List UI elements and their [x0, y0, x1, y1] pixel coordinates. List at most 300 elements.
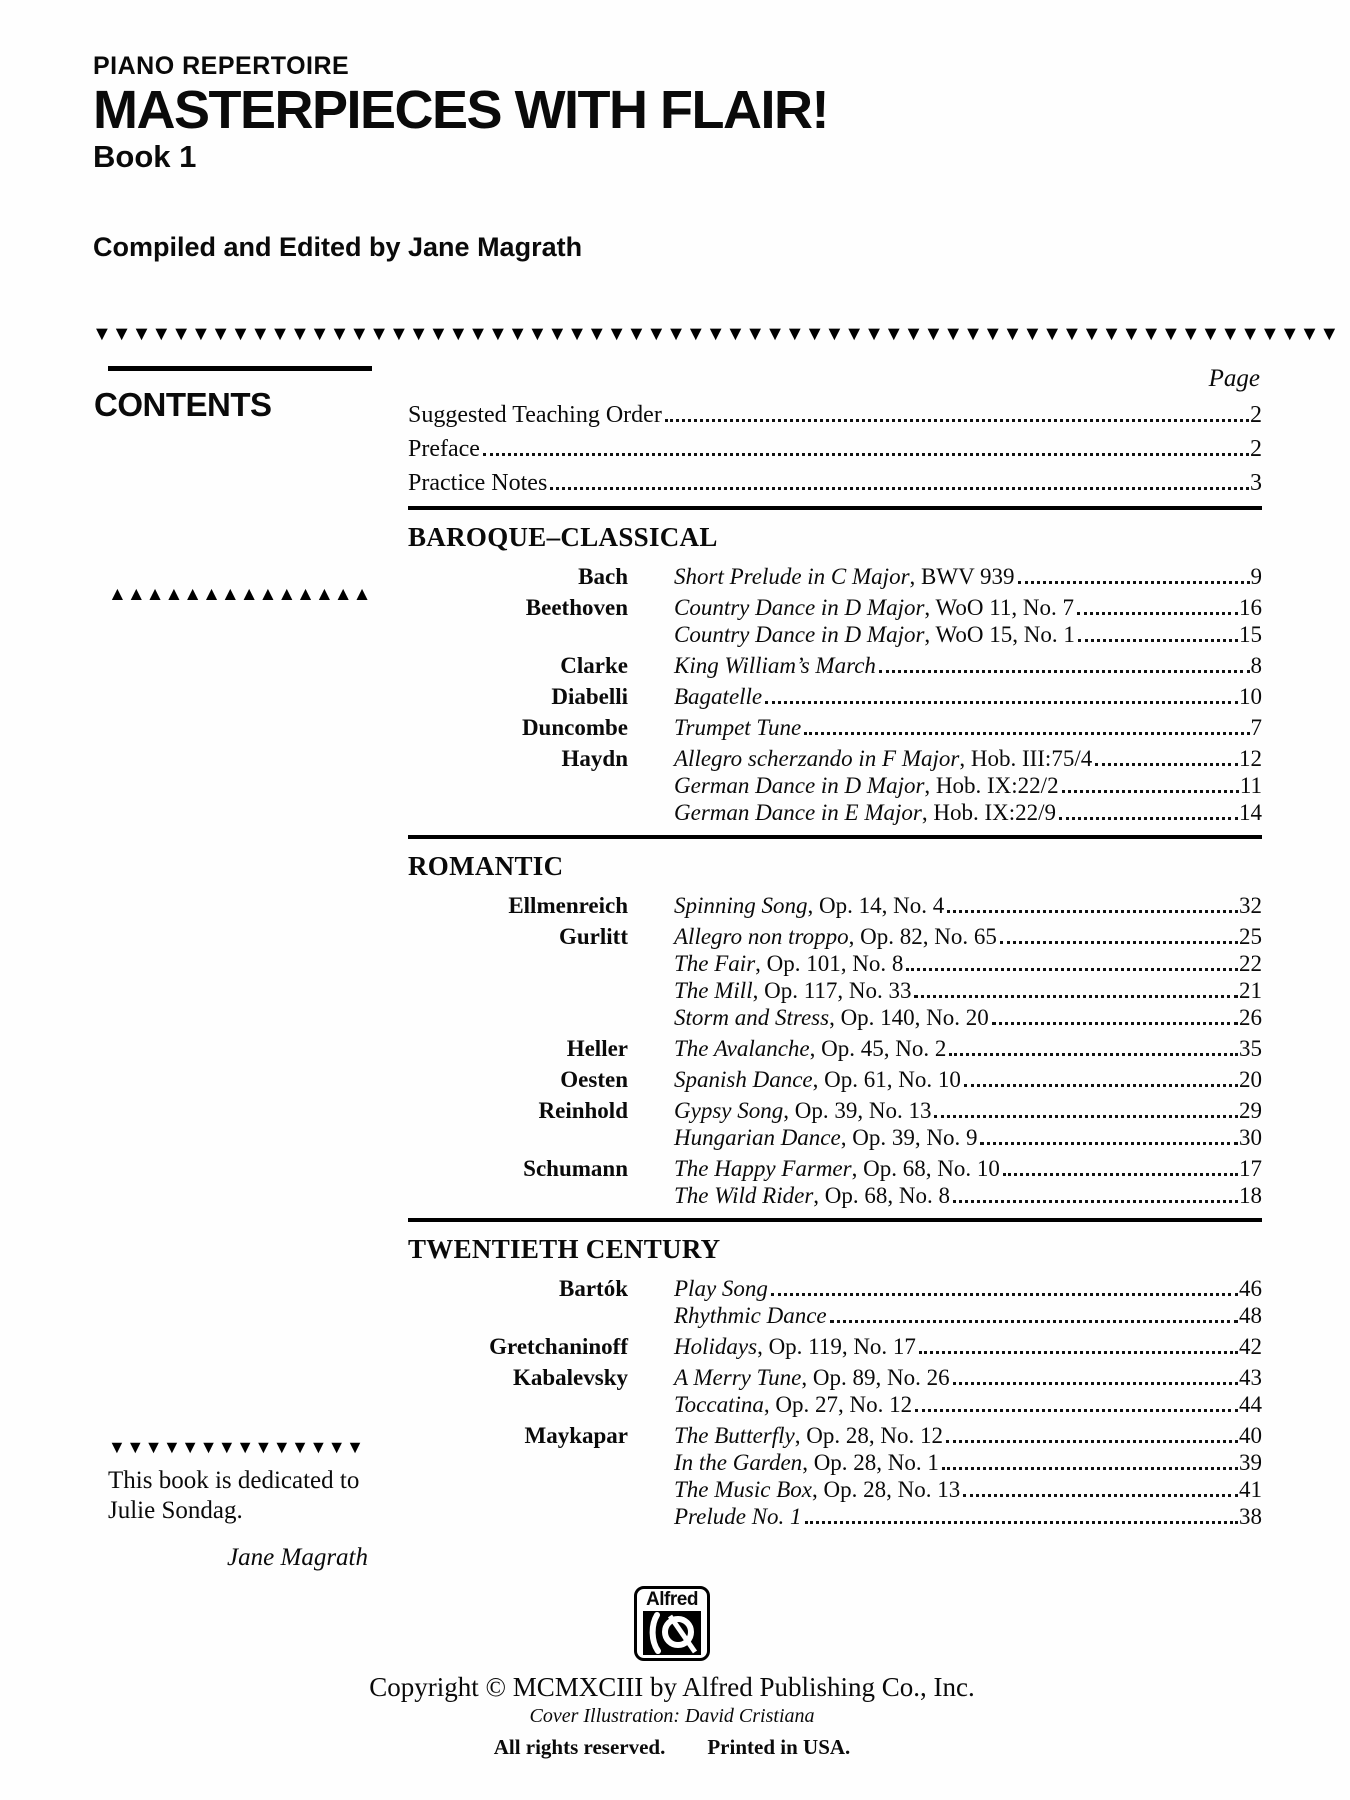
sections [408, 506, 1262, 1529]
entry-title: Prelude No. 1 [674, 1504, 802, 1529]
dotted-leader [953, 1200, 1238, 1203]
triangle-icon: ▼ [1121, 323, 1142, 345]
dotted-leader [805, 1521, 1238, 1524]
entry-title: The Music Box [674, 1477, 812, 1502]
triangle-icon: ▼ [1240, 323, 1261, 345]
entry-title-detail: , Op. 28, No. 13 [811, 1477, 961, 1502]
triangle-icon: ▼ [1319, 323, 1340, 345]
triangle-icon: ▼ [804, 323, 825, 345]
entry-title-detail: , Op. 45, No. 2 [809, 1036, 947, 1061]
triangle-ornament-row-top [92, 323, 1340, 345]
entry-composer: Beethoven [525, 595, 628, 620]
entry-composer: Diabelli [551, 684, 628, 709]
toc-entry-row [408, 746, 1262, 771]
front-matter-title: Suggested Teaching Order [408, 402, 662, 428]
entry-title: The Fair [674, 951, 756, 976]
triangle-icon: ▼ [824, 323, 845, 345]
triangle-icon: ▼ [844, 323, 865, 345]
front-matter-page-number: 2 [1250, 436, 1262, 462]
entry-title: The Butterfly [674, 1423, 795, 1448]
section-entries [408, 893, 1262, 1208]
entry-title-detail: , Hob. III:75/4 [959, 746, 1093, 771]
entry-page-number: 12 [1239, 746, 1262, 771]
toc-entry-row [408, 1036, 1262, 1061]
triangle-icon: ▼ [349, 323, 370, 345]
entry-title-group [674, 1365, 950, 1390]
dotted-leader [483, 453, 1249, 456]
entry-title-group [674, 622, 1075, 647]
toc-entry-row [408, 924, 1262, 949]
entry-page-number: 48 [1239, 1303, 1262, 1328]
dotted-leader [1077, 612, 1238, 615]
dotted-leader [1078, 639, 1238, 642]
triangle-icon: ▼ [131, 323, 152, 345]
triangle-icon: ▼ [567, 323, 587, 345]
entry-title-detail: , Op. 82, No. 65 [848, 924, 997, 949]
triangle-icon: ▼ [1161, 323, 1181, 345]
triangle-icon: ▼ [745, 323, 766, 345]
triangle-icon: ▼ [448, 323, 469, 345]
entry-title-group [674, 653, 876, 678]
entry-title-detail: , Op. 28, No. 12 [794, 1423, 943, 1448]
triangle-icon: ▼ [1081, 323, 1102, 345]
entry-title-detail: , Op. 119, No. 17 [757, 1334, 916, 1359]
triangle-icon: ▼ [1101, 323, 1122, 345]
triangle-icon: ▲ [202, 584, 221, 605]
entry-page-number: 18 [1239, 1183, 1262, 1208]
triangle-icon: ▼ [1180, 323, 1201, 345]
entry-title: Short Prelude in C Major [674, 564, 910, 589]
triangle-icon: ▼ [1260, 323, 1280, 345]
entry-composer: Haydn [561, 746, 628, 771]
entry-title-detail: , Op. 140, No. 20 [829, 1005, 989, 1030]
triangle-icon: ▼ [1200, 323, 1221, 345]
entry-title-group [674, 746, 1092, 771]
dotted-leader [804, 732, 1249, 735]
entry-page-number: 29 [1239, 1098, 1262, 1123]
front-matter-row [408, 470, 1262, 496]
contents-column [408, 364, 1262, 1531]
entry-page-number: 41 [1239, 1477, 1262, 1502]
entry-page-number: 46 [1239, 1276, 1262, 1301]
triangle-icon: ▲ [352, 584, 372, 605]
triangle-icon: ▲ [258, 584, 278, 605]
entry-page-number: 25 [1239, 924, 1262, 949]
entry-page-number: 8 [1250, 653, 1262, 678]
entry-title: Play Song [674, 1276, 768, 1301]
editor-byline: Compiled and Edited by Jane Magrath [93, 232, 583, 262]
triangle-icon: ▼ [487, 323, 508, 345]
entry-page-number: 20 [1239, 1067, 1262, 1092]
toc-entry-row [408, 1067, 1262, 1092]
toc-entry-row [408, 564, 1262, 589]
triangle-icon: ▲ [314, 584, 334, 605]
triangle-icon: ▼ [606, 323, 627, 345]
triangle-icon: ▲ [296, 584, 315, 605]
entry-page-number: 9 [1250, 564, 1262, 589]
dotted-leader [665, 419, 1249, 422]
triangle-icon: ▼ [151, 323, 172, 345]
section-entries [408, 564, 1262, 825]
toc-entry-row [408, 893, 1262, 918]
triangle-icon: ▼ [408, 323, 429, 345]
entry-title-group [674, 1036, 946, 1061]
book-title: MASTERPIECES WITH FLAIR! [93, 80, 828, 140]
entry-title: Gypsy Song [674, 1098, 784, 1123]
front-matter-row [408, 436, 1262, 462]
dotted-leader [765, 701, 1238, 704]
entry-title-group [674, 1156, 1000, 1181]
triangle-icon: ▲ [183, 584, 203, 605]
entry-title: The Avalanche [674, 1036, 810, 1061]
book-header [93, 52, 828, 175]
triangle-icon: ▲ [220, 584, 240, 605]
entry-page-number: 21 [1239, 978, 1262, 1003]
entry-title-detail: , Op. 39, No. 9 [840, 1125, 978, 1150]
entry-title-group [674, 1450, 939, 1475]
page-column-label: Page [1208, 365, 1260, 392]
dotted-leader [953, 1382, 1238, 1385]
triangle-ornament-row-dedication [108, 1438, 364, 1456]
triangle-icon: ▼ [646, 323, 667, 345]
entry-title: King William’s March [674, 653, 876, 678]
dotted-leader [992, 1022, 1238, 1025]
toc-entry-row [408, 978, 1262, 1003]
triangle-icon: ▼ [765, 323, 785, 345]
toc-entry-row [408, 595, 1262, 620]
triangle-icon: ▼ [1022, 323, 1043, 345]
triangle-icon: ▼ [883, 323, 904, 345]
entry-title-group [674, 924, 997, 949]
entry-page-number: 16 [1239, 595, 1262, 620]
toc-entry-row [408, 1423, 1262, 1448]
entry-title-detail: , Op. 68, No. 8 [813, 1183, 951, 1208]
triangle-icon: ▼ [217, 1437, 236, 1457]
entry-title-detail: , Op. 101, No. 8 [755, 951, 904, 976]
dedication-line-1: This book is dedicated to [108, 1467, 360, 1494]
triangle-icon: ▲ [145, 584, 165, 605]
toc-entry-row [408, 1450, 1262, 1475]
entry-page-number: 26 [1239, 1005, 1262, 1030]
triangle-icon: ▼ [685, 323, 706, 345]
triangle-icon: ▼ [270, 323, 290, 345]
dotted-leader [771, 1293, 1238, 1296]
dotted-leader [830, 1320, 1238, 1323]
entry-title-group [674, 715, 801, 740]
triangle-icon: ▼ [171, 323, 191, 345]
front-matter-title: Practice Notes [408, 470, 548, 496]
front-matter-list [408, 402, 1262, 496]
entry-page-number: 14 [1239, 800, 1262, 825]
entry-title-group [674, 1477, 960, 1502]
entry-title-group [674, 1067, 961, 1092]
entry-page-number: 11 [1239, 773, 1262, 798]
entry-title-group [674, 564, 1015, 589]
dotted-leader [949, 1053, 1238, 1056]
rights-reserved: All rights reserved. [493, 1735, 666, 1759]
triangle-icon: ▼ [1141, 323, 1162, 345]
triangle-icon: ▼ [1220, 323, 1241, 345]
dotted-leader [1059, 817, 1238, 820]
entry-title: Holidays [674, 1334, 758, 1359]
entry-title: In the Garden [674, 1450, 803, 1475]
triangle-icon: ▼ [1062, 323, 1082, 345]
toc-section [408, 1218, 1262, 1529]
entry-title: Country Dance in D Major [674, 595, 925, 620]
entry-title: Allegro scherzando in F Major [674, 746, 960, 771]
front-matter-page-number: 3 [1250, 470, 1262, 496]
triangle-icon: ▼ [254, 1437, 273, 1457]
triangle-icon: ▼ [527, 323, 548, 345]
entry-title-group [674, 1423, 943, 1448]
entry-composer: Heller [566, 1036, 628, 1061]
entry-composer: Maykapar [524, 1423, 628, 1448]
section-heading: ROMANTIC [408, 851, 564, 881]
entry-title-detail: , Op. 39, No. 13 [783, 1098, 932, 1123]
entry-title-group [674, 951, 903, 976]
entry-title: Rhythmic Dance [674, 1303, 827, 1328]
entry-title: Toccatina [674, 1392, 764, 1417]
triangle-icon: ▼ [236, 1437, 255, 1457]
cover-illustration-credit: Cover Illustration: David Cristiana [529, 1705, 815, 1727]
dotted-leader [1018, 581, 1250, 584]
triangle-icon: ▼ [468, 323, 488, 345]
entry-title-group [674, 1303, 827, 1328]
dotted-leader [1003, 1173, 1238, 1176]
series-title: PIANO REPERTOIRE [93, 52, 350, 80]
dotted-leader [946, 1440, 1238, 1443]
triangle-icon: ▼ [943, 323, 964, 345]
triangle-icon: ▼ [327, 1437, 346, 1457]
toc-section [408, 506, 1262, 825]
entry-title-detail: , WoO 15, No. 1 [924, 622, 1075, 647]
entry-title-group [674, 978, 911, 1003]
rights-line [0, 1734, 1344, 1760]
triangle-icon: ▲ [164, 584, 184, 605]
entry-title-group [674, 1183, 950, 1208]
entry-title-detail: , Op. 117, No. 33 [752, 978, 912, 1003]
contents-underline [108, 366, 372, 371]
dotted-leader [1095, 763, 1238, 766]
triangle-icon: ▼ [346, 1437, 364, 1457]
entry-page-number: 15 [1239, 622, 1262, 647]
triangle-icon: ▼ [210, 323, 231, 345]
entry-composer: Bach [578, 564, 628, 589]
entry-composer: Clarke [560, 653, 628, 678]
toc-entry-row [408, 1392, 1262, 1417]
toc-entry-row [408, 1334, 1262, 1359]
triangle-icon: ▼ [982, 323, 1003, 345]
entry-page-number: 7 [1250, 715, 1262, 740]
dotted-leader [934, 1115, 1238, 1118]
toc-entry-row [408, 653, 1262, 678]
triangle-icon: ▼ [903, 323, 924, 345]
triangle-icon: ▼ [92, 323, 112, 345]
entry-title-detail: , Op. 68, No. 10 [851, 1156, 1000, 1181]
entry-title-group [674, 893, 944, 918]
dotted-leader [914, 995, 1238, 998]
entry-title-group [674, 595, 1074, 620]
triangle-icon: ▼ [1042, 323, 1063, 345]
toc-entry-row [408, 1183, 1262, 1208]
entry-page-number: 43 [1239, 1365, 1262, 1390]
triangle-icon: ▼ [963, 323, 983, 345]
entry-title: Hungarian Dance [674, 1125, 841, 1150]
triangle-icon: ▼ [289, 323, 310, 345]
entry-title-group [674, 1392, 912, 1417]
triangle-icon: ▼ [586, 323, 607, 345]
dotted-leader [915, 1409, 1238, 1412]
entry-page-number: 44 [1239, 1392, 1262, 1417]
triangle-icon: ▼ [126, 1437, 145, 1457]
entry-title: Allegro non troppo [674, 924, 849, 949]
toc-entry-row [408, 1303, 1262, 1328]
triangle-icon: ▼ [1002, 323, 1023, 345]
entry-title-detail: , Op. 27, No. 12 [763, 1392, 913, 1417]
entry-title: German Dance in E Major [674, 800, 922, 825]
triangle-icon: ▼ [626, 323, 647, 345]
triangle-icon: ▲ [239, 584, 259, 605]
entry-title-group [674, 1334, 916, 1359]
toc-entry-row [408, 622, 1262, 647]
entry-title-detail: , WoO 11, No. 7 [924, 595, 1074, 620]
dedication-line-2: Julie Sondag. [108, 1497, 243, 1524]
toc-entry-row [408, 684, 1262, 709]
entry-title: The Happy Farmer [674, 1156, 852, 1181]
entry-page-number: 10 [1239, 684, 1262, 709]
entry-page-number: 39 [1239, 1450, 1262, 1475]
entry-title: A Merry Tune [674, 1365, 802, 1390]
entry-title-group [674, 1005, 989, 1030]
toc-entry-row [408, 1504, 1262, 1529]
triangle-icon: ▼ [108, 1437, 126, 1457]
entry-title: The Wild Rider [674, 1183, 814, 1208]
contents-heading: CONTENTS [94, 386, 272, 423]
entry-title-group [674, 1098, 931, 1123]
entry-title-detail: , BWV 939 [909, 564, 1015, 589]
entry-composer: Oesten [560, 1067, 628, 1092]
copyright-line: Copyright © MCMXCIII by Alfred Publishing Co., Inc. [369, 1672, 975, 1702]
triangle-icon: ▼ [725, 323, 746, 345]
entry-title-detail: , Op. 61, No. 10 [812, 1067, 961, 1092]
dotted-leader [879, 670, 1250, 673]
triangle-icon: ▼ [111, 323, 132, 345]
toc-entry-row [408, 1005, 1262, 1030]
triangle-icon: ▼ [784, 323, 805, 345]
dedication-signature: Jane Magrath [227, 1544, 368, 1571]
triangle-icon: ▼ [1299, 323, 1320, 345]
triangle-icon: ▼ [329, 323, 350, 345]
entry-composer: Gurlitt [559, 924, 628, 949]
entry-page-number: 22 [1239, 951, 1262, 976]
triangle-icon: ▼ [705, 323, 726, 345]
triangle-icon: ▼ [388, 323, 409, 345]
entry-title-group [674, 684, 762, 709]
entry-composer: Reinhold [538, 1098, 628, 1123]
entry-page-number: 42 [1239, 1334, 1262, 1359]
triangle-icon: ▼ [507, 323, 528, 345]
entry-title-detail: , Op. 14, No. 4 [807, 893, 945, 918]
triangle-icon: ▼ [666, 323, 686, 345]
printed-in: Printed in USA. [707, 1735, 851, 1759]
entry-title-group [674, 1504, 802, 1529]
triangle-icon: ▼ [190, 323, 211, 345]
entry-composer: Gretchaninoff [489, 1334, 628, 1359]
toc-entry-row [408, 1098, 1262, 1123]
alfred-logo-mark-icon [640, 1611, 704, 1655]
entry-page-number: 32 [1239, 893, 1262, 918]
dotted-leader [964, 1084, 1238, 1087]
triangle-icon: ▼ [369, 323, 389, 345]
triangle-icon: ▲ [277, 584, 297, 605]
toc-entry-row [408, 800, 1262, 825]
dotted-leader [919, 1351, 1238, 1354]
front-matter-page-number: 2 [1250, 402, 1262, 428]
triangle-icon: ▼ [291, 1437, 309, 1457]
toc-entry-row [408, 1125, 1262, 1150]
entry-composer: Kabalevsky [512, 1365, 628, 1390]
dotted-leader [550, 487, 1249, 490]
toc-entry-row [408, 773, 1262, 798]
entry-title-group [674, 1276, 768, 1301]
triangle-icon: ▼ [199, 1437, 218, 1457]
entry-title: Storm and Stress [674, 1005, 830, 1030]
entry-title: Spanish Dance [674, 1067, 813, 1092]
triangle-icon: ▲ [333, 584, 353, 605]
dotted-leader [963, 1494, 1238, 1497]
dotted-leader [1000, 941, 1238, 944]
dotted-leader [942, 1467, 1238, 1470]
triangle-icon: ▼ [1279, 323, 1300, 345]
section-heading: TWENTIETH CENTURY [408, 1234, 721, 1264]
entry-title: Country Dance in D Major [674, 622, 925, 647]
triangle-icon: ▼ [162, 1437, 181, 1457]
entry-title-detail: , Op. 89, No. 26 [801, 1365, 950, 1390]
triangle-icon: ▼ [309, 1437, 328, 1457]
triangle-icon: ▼ [864, 323, 884, 345]
triangle-ornament-row-sidebar [108, 584, 372, 605]
section-heading: BAROQUE–CLASSICAL [408, 522, 718, 552]
entry-title: Spinning Song [674, 893, 808, 918]
triangle-icon: ▼ [309, 323, 330, 345]
toc-entry-row [408, 951, 1262, 976]
entry-composer: Bartók [559, 1276, 628, 1301]
entry-title-detail: , Op. 28, No. 1 [802, 1450, 939, 1475]
toc-section [408, 835, 1262, 1208]
triangle-icon: ▼ [547, 323, 568, 345]
dotted-leader [980, 1142, 1238, 1145]
alfred-logo [634, 1586, 710, 1661]
entry-page-number: 30 [1239, 1125, 1262, 1150]
entry-composer: Schumann [523, 1156, 628, 1181]
entry-page-number: 40 [1239, 1423, 1262, 1448]
entry-page-number: 17 [1239, 1156, 1262, 1181]
dedication-block [108, 1438, 370, 1573]
triangle-icon: ▼ [230, 323, 251, 345]
entry-composer: Duncombe [521, 715, 628, 740]
toc-entry-row [408, 1276, 1262, 1301]
triangle-icon: ▼ [181, 1437, 200, 1457]
entry-title: Trumpet Tune [674, 715, 802, 740]
toc-entry-row [408, 1365, 1262, 1390]
toc-entry-row [408, 1477, 1262, 1502]
entry-title-group [674, 773, 1059, 798]
alfred-logo-text: Alfred [646, 1589, 698, 1610]
section-entries [408, 1276, 1262, 1529]
toc-entry-row [408, 1156, 1262, 1181]
triangle-icon: ▼ [250, 323, 271, 345]
front-matter-row [408, 402, 1262, 428]
